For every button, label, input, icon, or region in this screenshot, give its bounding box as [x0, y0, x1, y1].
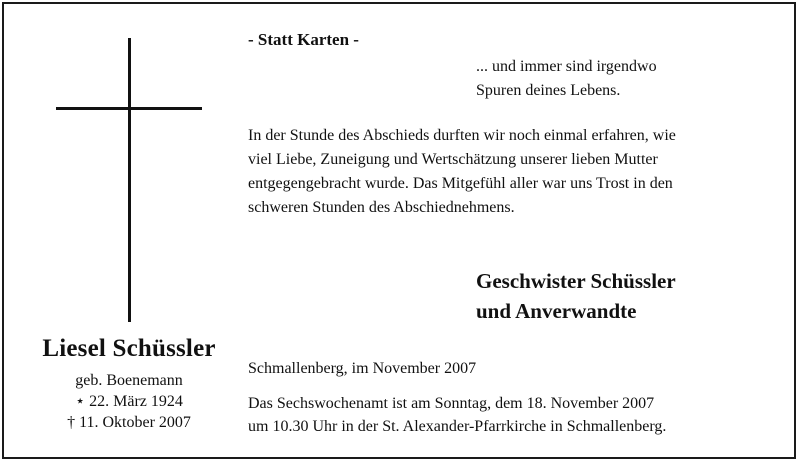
signers-line: und Anverwandte [476, 299, 637, 323]
body-line: viel Liebe, Zuneigung und Wertschätzung unserer lieben Mutter [248, 151, 658, 168]
service-line: um 10.30 Uhr in der St. Alexander-Pfarrkirche in Schmallenberg. [248, 418, 667, 435]
quote [476, 55, 657, 103]
cross-horizontal-bar [56, 107, 202, 110]
place-date: Schmallenberg, im November 2007 [248, 360, 477, 377]
quote-line: ... und immer sind irgendwo [476, 58, 657, 75]
deceased-info [18, 334, 240, 433]
cross-vertical-bar [128, 38, 131, 322]
signers [476, 266, 676, 326]
obituary-frame [2, 2, 796, 459]
body-line: schweren Stunden des Abschiednehmens. [248, 199, 515, 216]
signers-line: Geschwister Schüssler [476, 269, 676, 293]
maiden-name: geb. Boenemann [75, 372, 183, 389]
service-line: Das Sechswochenamt ist am Sonntag, dem 18. November 2007 [248, 395, 655, 412]
death-date: † 11. Oktober 2007 [67, 414, 191, 431]
service-announcement [248, 392, 758, 438]
body-line: In der Stunde des Abschieds durften wir noch einmal erfahren, wie [248, 127, 676, 144]
condolence-text [248, 124, 770, 220]
quote-line: Spuren deines Lebens. [476, 82, 621, 99]
body-line: entgegengebracht wurde. Das Mitgefühl aller war uns Trost in den [248, 175, 673, 192]
birth-date: ⋆ 22. März 1924 [75, 393, 183, 410]
heading: - Statt Karten - [248, 30, 359, 49]
deceased-name: Liesel Schüssler [42, 335, 216, 362]
